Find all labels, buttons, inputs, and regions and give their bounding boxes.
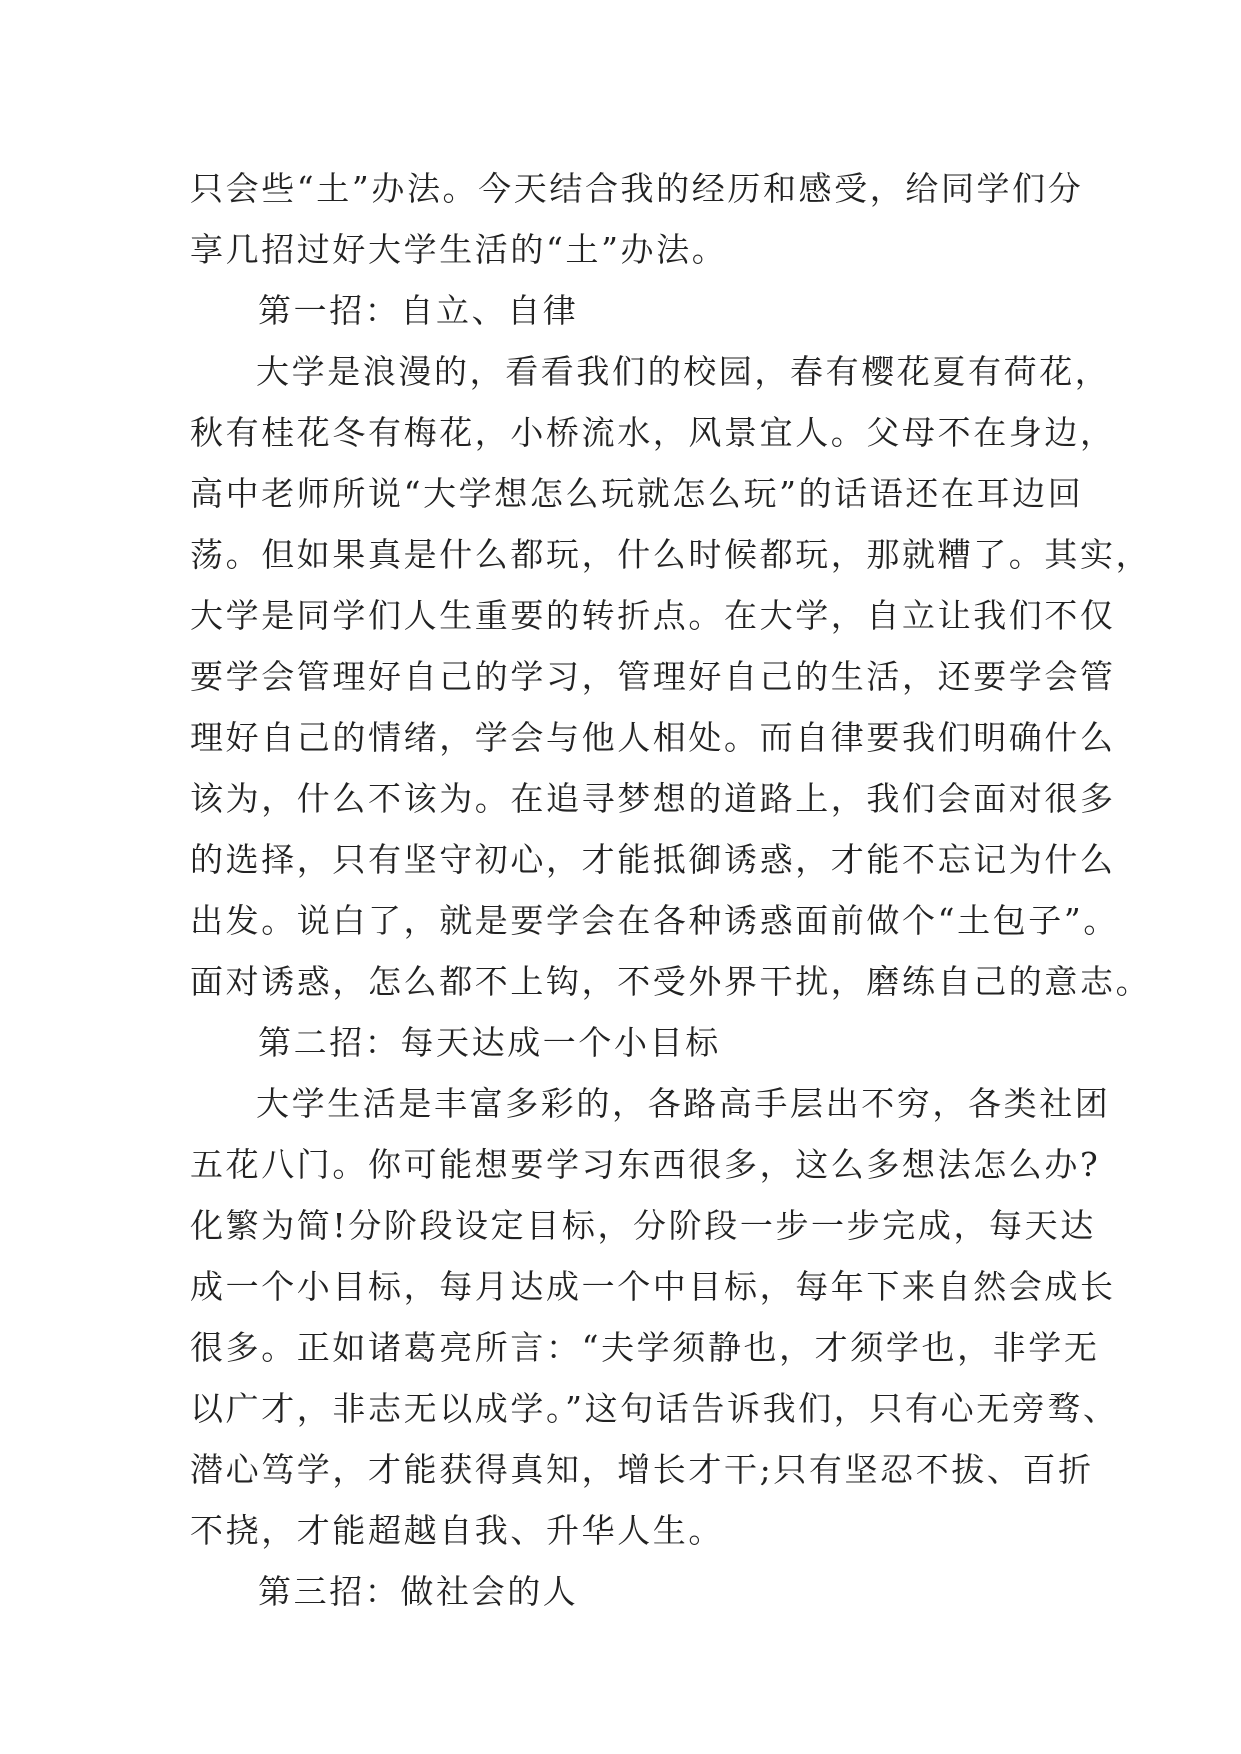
text-line: 荡。但如果真是什么都玩，什么时候都玩，那就糟了。其实， bbox=[190, 535, 1152, 574]
text-line: 秋有桂花冬有梅花，小桥流水，风景宜人。父母不在身边， bbox=[190, 413, 1116, 452]
text-line: 享几招过好大学生活的“土”办法。 bbox=[190, 230, 728, 269]
text-line: 只会些“土”办法。今天结合我的经历和感受，给同学们分 bbox=[190, 169, 1084, 208]
text-line: 以广才，非志无以成学。”这句话告诉我们，只有心无旁骛、 bbox=[190, 1389, 1119, 1428]
text-line: 面对诱惑，怎么都不上钩，不受外界干扰，磨练自己的意志。 bbox=[190, 962, 1152, 1001]
text-line: 出发。说白了，就是要学会在各种诱惑面前做个“土包子”。 bbox=[190, 901, 1119, 940]
text-line: 成一个小目标，每月达成一个中目标，每年下来自然会成长 bbox=[190, 1267, 1116, 1306]
section-heading: 第一招：自立、自律 bbox=[258, 291, 579, 330]
paragraph-first-line: 大学生活是丰富多彩的，各路高手层出不穷，各类社团 bbox=[256, 1084, 1111, 1123]
text-line: 五花八门。你可能想要学习东西很多，这么多想法怎么办? bbox=[190, 1145, 1101, 1184]
text-line: 不挠，才能超越自我、升华人生。 bbox=[190, 1511, 724, 1550]
section-heading: 第三招：做社会的人 bbox=[258, 1572, 579, 1611]
text-line: 潜心笃学，才能获得真知，增长才干;只有坚忍不拔、百折 bbox=[190, 1450, 1094, 1489]
text-line: 大学是同学们人生重要的转折点。在大学，自立让我们不仅 bbox=[190, 596, 1116, 635]
text-line: 的选择，只有坚守初心，才能抵御诱惑，才能不忘记为什么 bbox=[190, 840, 1116, 879]
text-line: 高中老师所说“大学想怎么玩就怎么玩”的话语还在耳边回 bbox=[190, 474, 1084, 513]
text-line: 很多。正如诸葛亮所言：“夫学须静也，才须学也，非学无 bbox=[190, 1328, 1100, 1367]
text-line: 化繁为简!分阶段设定目标，分阶段一步一步完成，每天达 bbox=[190, 1206, 1096, 1245]
text-line: 要学会管理好自己的学习，管理好自己的生活，还要学会管 bbox=[190, 657, 1116, 696]
section-heading: 第二招：每天达成一个小目标 bbox=[258, 1023, 721, 1062]
text-line: 该为，什么不该为。在追寻梦想的道路上，我们会面对很多 bbox=[190, 779, 1116, 818]
document-body bbox=[190, 158, 1152, 1622]
text-line: 理好自己的情绪，学会与他人相处。而自律要我们明确什么 bbox=[190, 718, 1116, 757]
paragraph-first-line: 大学是浪漫的，看看我们的校园，春有樱花夏有荷花， bbox=[256, 352, 1111, 391]
